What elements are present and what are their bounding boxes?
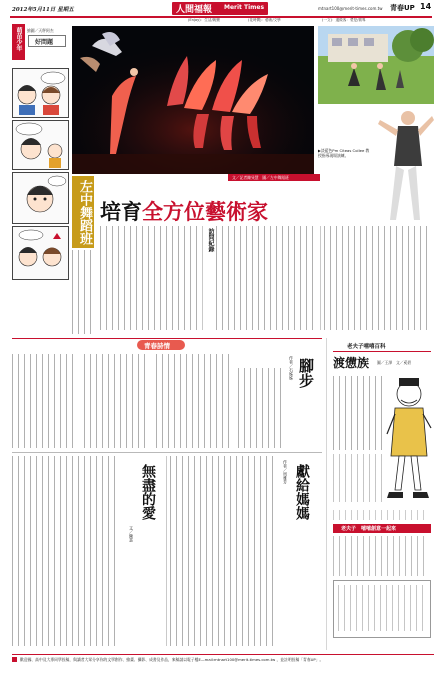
masthead [0, 0, 440, 22]
poem-steps [12, 354, 322, 450]
tab-enjoy: (Enjoy)：生活/娛樂 [188, 18, 220, 22]
tab-art: (花時間)：藝術/文學 [248, 18, 281, 22]
poem-author: 作者／石姊姊 [289, 356, 294, 380]
outdoor-scene [318, 26, 434, 104]
feature-kicker [72, 176, 94, 248]
comic-credit: 繪圖／天秤阿杰 [27, 28, 54, 33]
poem-title: 無盡的愛 [140, 464, 156, 520]
poem-author: 作者／周雅芳 [283, 460, 288, 484]
tab-essay: (一文)：邊做客：愛是/微專 [322, 18, 366, 22]
dance-stage-photo [72, 26, 314, 174]
feature-byline: 文／記者陳旻慧 圖／左中舞蹈班 [232, 175, 289, 180]
sidebar-credit: 圖／王澤 文／奚碧 [377, 360, 412, 365]
comic-strip [12, 24, 67, 294]
footer-icon [12, 657, 17, 662]
headline-accent: 全方位藝術家 [142, 199, 268, 224]
teacher-photo [372, 106, 434, 222]
old-master-cartoon [383, 374, 433, 506]
headline-main: 培育 [100, 199, 142, 224]
feature-byline-bar [228, 174, 320, 181]
poem-author: 文／陳嘉 [129, 526, 134, 542]
poem-title: 腳步 [297, 358, 315, 388]
sidebar-label: 老夫子嘻嘻百科 [347, 344, 386, 350]
teacher-figure [372, 106, 434, 222]
sidebar-recruit: 老夫子 嘻嘻創意一起來 [341, 526, 397, 532]
comic-panel-3 [12, 172, 69, 224]
feature-body [100, 222, 434, 334]
kicker-text: 左中舞蹈班 [77, 180, 92, 245]
sidebar-recruit-bar [333, 524, 431, 533]
page-number: 14 [420, 2, 432, 11]
sidebar-label-bar [333, 342, 431, 352]
poem-title: 獻給媽媽 [294, 464, 310, 520]
footer-bar [12, 654, 434, 665]
comic-drawing [13, 121, 68, 169]
comic-drawing [13, 69, 68, 117]
sidebar-panel [326, 338, 435, 650]
comic-drawing [13, 227, 68, 279]
poem-to-mother [170, 456, 322, 650]
comic-series: 萌苗少年 [15, 27, 22, 51]
dancers-illustration [72, 26, 314, 174]
section-name: 青春UP [390, 4, 415, 12]
contact-email: mtnart100@merit-times.com.tw [318, 6, 383, 11]
footer-text: 歡迎國、高中及大專同學投稿，與讀者大眾分享你的文學創作、繪畫、攝影、成書及作品，來稿請以電子檔E—mail:mtnart100@merit-times.com.tw ，並註明投稿「青春UP」。 [20, 657, 324, 662]
paper-logo [172, 2, 268, 15]
sidebar-notice-box [333, 580, 431, 638]
comic-series-badge [12, 24, 25, 60]
teacher-photo-caption: ▶淡藍色Pm Citeas Collee 教授指導現場演練。 [318, 148, 370, 158]
comic-drawing [13, 173, 68, 223]
issue-date: 2012年5月11日 星期五 [12, 7, 74, 13]
youth-banner-text: 青春詩情 [144, 342, 170, 350]
sidebar-entry-title: 渡憊族 [333, 356, 370, 370]
paper-name-en: Merit Times [224, 4, 265, 11]
comic-title-box [28, 35, 66, 47]
comic-panel-1 [12, 68, 69, 118]
youth-banner [137, 340, 185, 350]
poem-endless-love [12, 456, 164, 650]
feature-sub-heading: 訪問紀錄 [207, 228, 214, 252]
outdoor-dance-photo [318, 26, 434, 104]
paper-name: 人間福報 [176, 5, 213, 15]
comic-title: 好問題 [35, 39, 54, 46]
feature-headline [100, 196, 268, 224]
comic-panel-2 [12, 120, 69, 170]
comic-panel-4 [12, 226, 69, 280]
